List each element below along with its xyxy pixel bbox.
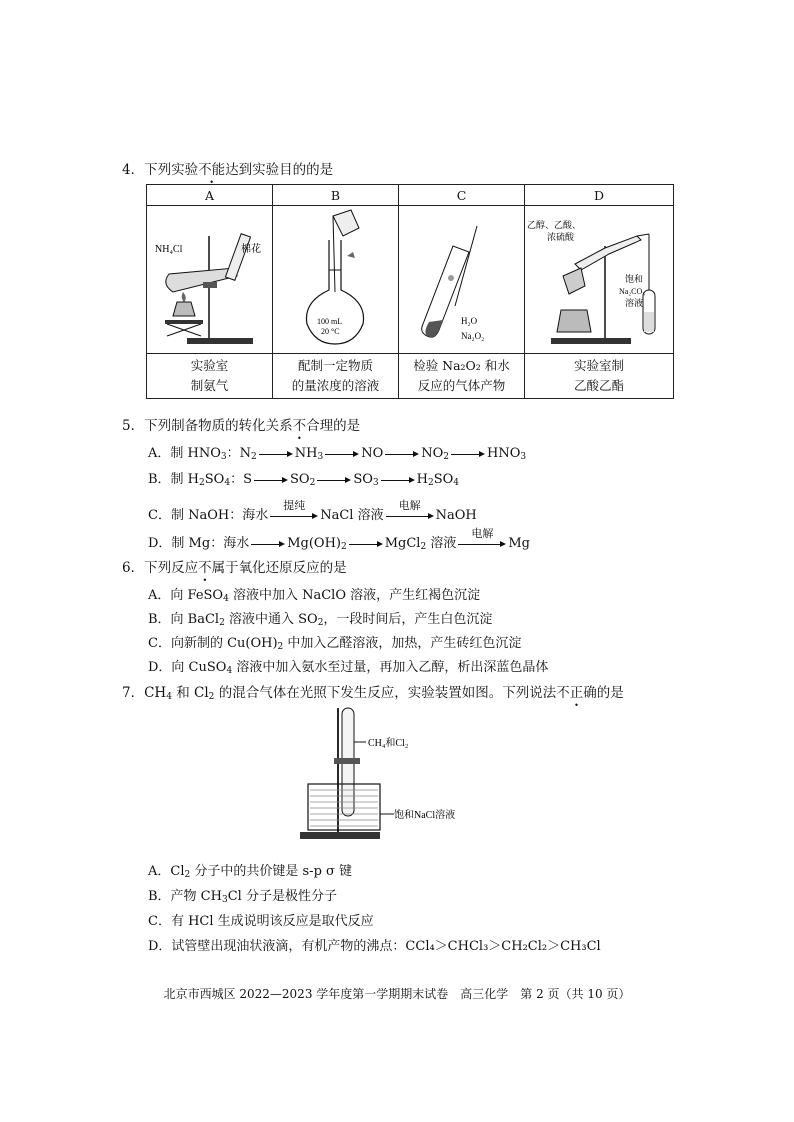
- q7-option-a: [148, 860, 352, 880]
- q7-stem-b: 和 Cl: [171, 685, 209, 701]
- q7b-sub: 3: [221, 895, 228, 905]
- q7b-part1: B．产物 CH: [148, 889, 222, 904]
- q7-option-c: C．有 HCl 生成说明该反应是取代反应: [148, 914, 374, 929]
- q6d-part2: 溶液中加入氨水至过量，再加入乙醇，析出深蓝色晶体: [232, 660, 549, 675]
- arrow-icon: [251, 539, 285, 549]
- arrow-icon: [317, 475, 351, 485]
- q5b-s1: S: [243, 472, 252, 487]
- label-h2o: H₂O: [461, 316, 478, 326]
- label-saturated-1: 饱和: [625, 274, 644, 284]
- q6b-sub2: 2: [317, 618, 324, 628]
- q6-stem-prefix: 6．下列反应: [122, 560, 199, 576]
- q5d-s2sub: 2: [340, 542, 347, 552]
- q5d-s4: Mg: [508, 536, 530, 551]
- q7-stem-sub1: 4: [166, 692, 172, 702]
- test-tube-na2o2-figure: [399, 206, 524, 350]
- q5c-s2: NaCl 溶液: [320, 508, 384, 523]
- caption-c-line1: 检验 Na₂O₂ 和水: [413, 358, 510, 373]
- arrow-icon: [451, 449, 485, 459]
- q4-caption-d: [525, 354, 674, 399]
- q5-option-c: [148, 498, 477, 523]
- q5a-label: A．制 HNO: [148, 446, 221, 461]
- label-flask-volume: 100 mL: [317, 317, 343, 326]
- q7-stem-sub2: 2: [208, 692, 215, 702]
- caption-d-line2: 乙酸乙酯: [573, 378, 624, 393]
- q6b-sub1: 2: [219, 618, 225, 628]
- q5b-s3sub: 3: [372, 478, 379, 488]
- arrow-icon: [381, 475, 415, 485]
- q5b-sub2: 4: [224, 478, 231, 488]
- caption-b-line1: 配制一定物质: [297, 358, 373, 373]
- q7-stem-c: 的混合气体在光照下发生反应，实验装置如图。下列说法: [214, 685, 557, 701]
- label-ch4-cl2: CH₄和Cl₂: [368, 738, 409, 749]
- q7-option-d: D．试管壁出现油状液滴，有机产物的沸点：CCl₄＞CHCl₃＞CH₂Cl₂＞CH₃Cl: [148, 939, 601, 954]
- q7a-sub: 2: [184, 870, 191, 880]
- volumetric-flask-figure: [273, 206, 398, 350]
- q5-option-b: [148, 468, 459, 488]
- label-flask-temp: 20 °C: [321, 327, 340, 336]
- q4-figure-a: [147, 206, 273, 354]
- q7b-part2: Cl 分子是极性分子: [227, 889, 337, 904]
- q6b-part1: B．向 BaCl: [148, 612, 220, 627]
- arrow-icon: [385, 449, 419, 459]
- q6-option-b: [148, 608, 492, 628]
- label-na2o2: Na₂O₂: [461, 331, 485, 341]
- ethyl-acetate-apparatus-figure: [525, 206, 673, 350]
- caption-a-line2: 制氨气: [190, 378, 229, 393]
- q6-stem-suffix: 属于氧化还原反应的是: [211, 560, 347, 576]
- q6d-part1: D．向 CuSO: [148, 660, 227, 675]
- label-saturated-3: 溶液: [625, 298, 644, 308]
- q5a-s5sub: 3: [520, 452, 527, 462]
- q4-figure-b: [273, 206, 399, 354]
- q5-option-d: [148, 526, 530, 552]
- q6a-part2: 溶液中加入 NaClO 溶液，产生红褐色沉淀: [228, 588, 481, 603]
- q4-caption-b: [273, 354, 399, 399]
- q6c-sub: 2: [277, 642, 284, 652]
- q5b-s4sub1: 2: [427, 478, 434, 488]
- label-nh4cl: NH₄Cl: [155, 244, 183, 255]
- q5d-arrow3-label: 电解: [471, 526, 494, 540]
- question-7-stem: [122, 681, 624, 702]
- arrow-icon: [458, 526, 506, 549]
- q5b-s4sub2: 4: [453, 478, 460, 488]
- caption-d-line1: 实验室制: [573, 358, 624, 373]
- q5c-s3: NaOH: [435, 508, 477, 523]
- q5a-s2sub: 3: [317, 452, 324, 462]
- q5a-s4sub: 2: [443, 452, 450, 462]
- caption-a-line1: 实验室: [190, 358, 229, 373]
- label-saturated-nacl: 饱和NaCl溶液: [394, 810, 456, 821]
- q5b-s4: H: [416, 472, 428, 487]
- q5d-label: D．制 Mg：海水: [148, 536, 250, 551]
- q4-figure-d: [525, 206, 674, 354]
- q5b-sub1: 2: [199, 478, 205, 488]
- q6-option-c: [148, 632, 521, 652]
- arrow-icon: [386, 498, 434, 521]
- caption-c-line2: 反应的气体产物: [417, 378, 506, 393]
- q5d-s3sub: 2: [420, 542, 427, 552]
- q5-stem-emphasis: 不: [292, 418, 307, 434]
- q5a-s2: NH: [294, 446, 318, 461]
- page-footer: 北京市西城区 2022—2023 学年度第一学期期末试卷 高三化学 第 2 页（共 10 页）: [163, 987, 631, 1001]
- q6b-part3: ，一段时间后，产生白色沉淀: [323, 612, 493, 627]
- q4-header-d: D: [525, 185, 674, 206]
- q6c-part1: C．向新制的 Cu(OH): [148, 636, 278, 651]
- q6a-part1: A．向 FeSO: [148, 588, 224, 603]
- question-6-stem: [122, 556, 347, 576]
- q4-stem-suffix: 达到实验目的的是: [225, 162, 334, 178]
- label-reagents-1: 乙醇、乙酸、: [527, 220, 582, 230]
- q6a-sub: 4: [223, 594, 229, 604]
- q5b-colon: ：: [230, 472, 244, 487]
- q4-figure-c: [399, 206, 525, 354]
- q6b-part2: 溶液中通入 SO: [224, 612, 318, 627]
- question-5-stem: [122, 414, 360, 434]
- q7a-part2: 分子中的共价键是 s-p σ 键: [190, 864, 353, 879]
- q5-option-a: [148, 442, 526, 462]
- q5a-colon: ：: [226, 446, 240, 461]
- q7-stem-d: 的是: [596, 685, 624, 701]
- q5b-s2: SO: [290, 472, 310, 487]
- q5a-s5: HNO: [487, 446, 521, 461]
- question-4-stem: [122, 158, 333, 178]
- q5c-arrow1-label: 提纯: [283, 498, 306, 512]
- q5a-s3: NO: [361, 446, 384, 461]
- arrow-icon: [254, 475, 288, 485]
- q5a-s4: NO: [421, 446, 444, 461]
- q6-option-a: [148, 584, 480, 604]
- q5b-s3: SO: [353, 472, 373, 487]
- q4-header-b: B: [273, 185, 399, 206]
- q5b-mid: SO: [204, 472, 225, 487]
- q5c-arrow2-label: 电解: [398, 498, 421, 512]
- q5c-label: C．制 NaOH：海水: [148, 508, 269, 523]
- q6d-sub: 4: [226, 666, 233, 676]
- arrow-icon: [325, 449, 359, 459]
- q4-header-a: A: [147, 185, 273, 206]
- ammonia-apparatus-figure: [147, 206, 272, 350]
- q6-option-d: [148, 656, 548, 676]
- q7a-part1: A．Cl: [148, 864, 185, 879]
- q7-stem-a: 7．CH: [122, 685, 167, 701]
- q5b-s4mid: SO: [433, 472, 454, 487]
- q4-stem-prefix: 4．下列实验: [122, 162, 199, 178]
- q7-apparatus-figure: [290, 704, 490, 844]
- q5d-s3b: 溶液: [426, 536, 457, 551]
- q4-header-c: C: [399, 185, 525, 206]
- label-reagents-2: 浓硫酸: [547, 232, 575, 242]
- arrow-icon: [349, 539, 383, 549]
- q5b-label: B．制 H: [148, 472, 200, 487]
- arrow-icon: [259, 449, 293, 459]
- q7-stem-emphasis: 不正确: [556, 685, 597, 701]
- q4-stem-emphasis: 不能: [198, 162, 226, 178]
- q5-stem-suffix: 合理的是: [306, 418, 361, 434]
- q6c-part2: 中加入乙醛溶液，加热，产生砖红色沉淀: [283, 636, 522, 651]
- q5d-s2: Mg(OH): [287, 536, 341, 551]
- q5d-s3: MgCl: [384, 536, 421, 551]
- q4-caption-a: [147, 354, 273, 399]
- q6-stem-emphasis: 不: [198, 560, 212, 576]
- q7-option-b: [148, 885, 337, 905]
- q5b-s2sub: 2: [309, 478, 316, 488]
- q5a-sub: 3: [220, 452, 227, 462]
- q4-caption-c: [399, 354, 525, 399]
- q5-stem-prefix: 5．下列制备物质的转化关系: [122, 418, 293, 434]
- q5a-s1: N: [239, 446, 252, 461]
- label-saturated-2: Na₂CO₃: [619, 287, 646, 296]
- q5a-s1sub: 2: [251, 452, 257, 462]
- caption-b-line2: 的量浓度的溶液: [291, 378, 380, 393]
- arrow-icon: [270, 498, 318, 521]
- q4-experiment-table: [146, 184, 674, 399]
- label-cotton: 棉花: [241, 244, 261, 255]
